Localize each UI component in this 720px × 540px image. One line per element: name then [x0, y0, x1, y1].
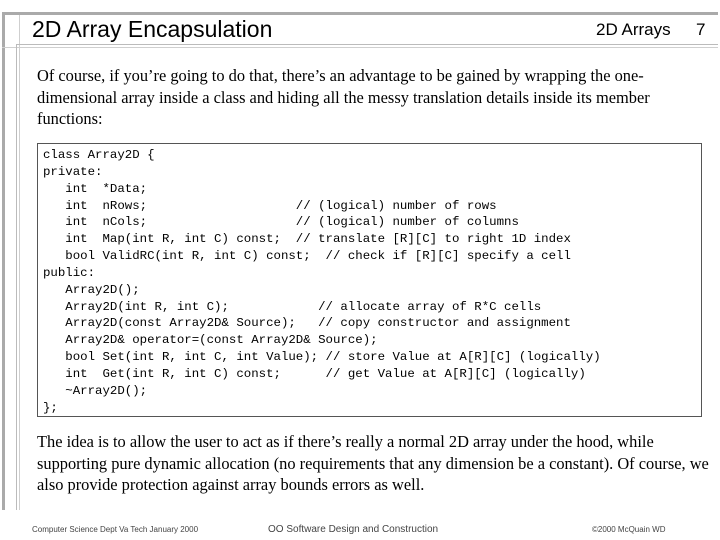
code-line: bool Set(int R, int C, int Value); // store Value at A[R][C] (logically)	[43, 350, 601, 365]
code-line: bool ValidRC(int R, int C) const; // check if [R][C] specify a cell	[43, 249, 571, 264]
page-number: 7	[696, 20, 706, 39]
code-line: ~Array2D();	[43, 383, 148, 398]
summary-paragraph: The idea is to allow the user to act as if there’s really a normal 2D array under the hood, while supporting pure dynamic allocation (no requirements that any dimension be a constant). Of course, we also provide protection against array bounds errors as well.	[37, 432, 709, 494]
code-line: int *Data;	[43, 181, 148, 196]
code-line: int nRows; // (logical) number of rows	[43, 198, 497, 213]
slide-frame-vertical	[2, 12, 20, 510]
code-line: Array2D& operator=(const Array2D& Source);	[43, 333, 378, 348]
code-line: class Array2D {	[43, 148, 155, 162]
code-line: int Get(int R, int C) const; // get Value at A[R][C] (logically)	[43, 366, 586, 381]
code-line: public:	[43, 265, 96, 280]
slide-frame-inner-vertical	[16, 44, 17, 510]
code-line: private:	[43, 164, 103, 179]
code-line: int nCols; // (logical) number of columns	[43, 215, 519, 230]
code-line: Array2D(const Array2D& Source); // copy constructor and assignment	[43, 316, 571, 331]
code-line: Array2D(int R, int C); // allocate array of R*C cells	[43, 299, 542, 314]
footer-copyright: ©2000 McQuain WD	[592, 525, 666, 534]
footer-course: OO Software Design and Construction	[268, 524, 439, 535]
intro-paragraph: Of course, if you’re going to do that, there’s an advantage to be gained by wrapping the one-dimensional array inside a class and hiding all the messy translation details inside its member functions:	[37, 66, 650, 128]
code-block	[37, 143, 702, 417]
code-listing	[38, 144, 701, 417]
slide-title: 2D Array Encapsulation	[32, 16, 273, 42]
code-line: Array2D();	[43, 282, 140, 297]
slide-frame-inner-horizontal	[16, 44, 718, 45]
code-line: int Map(int R, int C) const; // translate [R][C] to right 1D index	[43, 232, 571, 247]
footer-department: Computer Science Dept Va Tech January 2000	[32, 525, 199, 534]
section-name: 2D Arrays	[596, 20, 671, 39]
code-line: };	[43, 400, 58, 415]
